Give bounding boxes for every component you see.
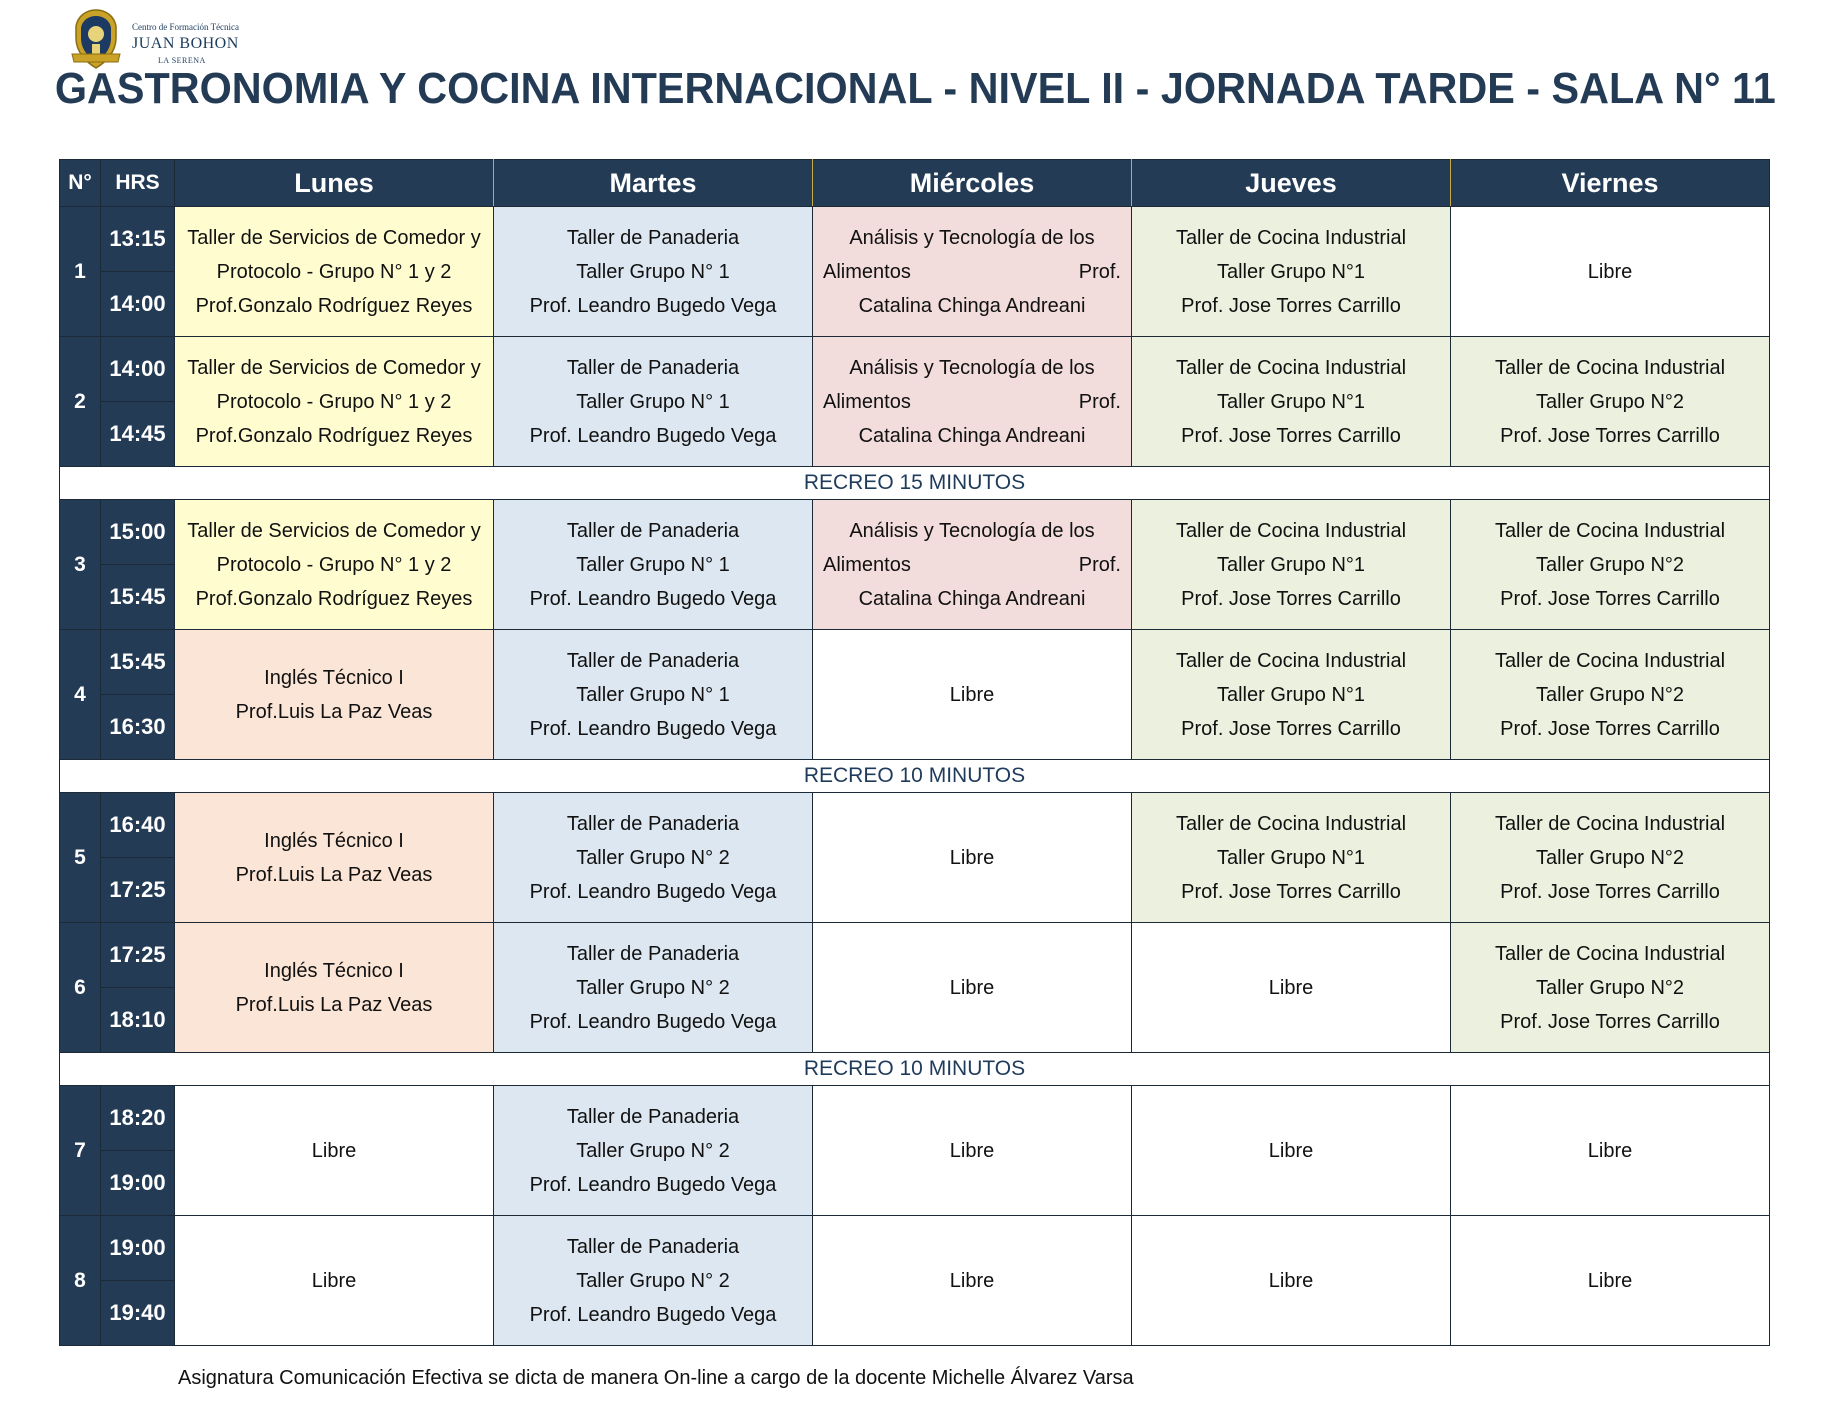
course-name: Taller de Cocina Industrial (1175, 226, 1407, 249)
cell-lunes (175, 923, 494, 1053)
course-name: Análisis y Tecnología de los (849, 519, 1095, 542)
course-name: Inglés Técnico I (264, 666, 404, 689)
cell-jueves: Libre (1132, 1216, 1451, 1346)
teacher-prefix: Prof. (1078, 553, 1121, 576)
cell-lunes (175, 793, 494, 923)
cell-martes (494, 1216, 813, 1346)
start-time: 19:00 (101, 1216, 175, 1281)
table-row (60, 207, 1770, 272)
end-time: 18:10 (101, 988, 175, 1053)
cell-jueves (1132, 207, 1451, 337)
course-name: Taller de Cocina Industrial (1494, 812, 1726, 835)
cell-lunes (175, 500, 494, 630)
cell-miercoles (813, 337, 1132, 467)
teacher-name: Prof. Jose Torres Carrillo (1500, 1010, 1720, 1033)
teacher-name: Prof. Leandro Bugedo Vega (529, 880, 777, 903)
group-label: Taller Grupo N°2 (1535, 553, 1685, 576)
header-miercoles: Miércoles (813, 160, 1132, 207)
org-line-1: Centro de Formación Técnica (132, 22, 240, 32)
teacher-prefix: Prof. (1078, 260, 1121, 283)
cell-lunes (175, 207, 494, 337)
start-time: 18:20 (101, 1086, 175, 1151)
teacher-name: Prof. Jose Torres Carrillo (1500, 880, 1720, 903)
cell-martes (494, 337, 813, 467)
course-name: Taller de Panaderia (566, 519, 740, 542)
group-label: Protocolo - Grupo N° 1 y 2 (216, 390, 452, 413)
end-time: 19:40 (101, 1281, 175, 1346)
cell-lunes: Libre (175, 1086, 494, 1216)
teacher-name: Prof. Jose Torres Carrillo (1181, 587, 1401, 610)
cell-viernes (1451, 923, 1770, 1053)
course-name: Taller de Panaderia (566, 649, 740, 672)
cell-viernes: Libre (1451, 1216, 1770, 1346)
cell-viernes (1451, 500, 1770, 630)
cell-jueves (1132, 793, 1451, 923)
start-time: 13:15 (101, 207, 175, 272)
course-name: Taller de Cocina Industrial (1494, 519, 1726, 542)
end-time: 19:00 (101, 1151, 175, 1216)
block-number: 4 (60, 630, 101, 760)
header-martes: Martes (494, 160, 813, 207)
course-name: Análisis y Tecnología de los (849, 226, 1095, 249)
institution-logo (68, 8, 268, 72)
teacher-name: Prof. Leandro Bugedo Vega (529, 587, 777, 610)
cell-martes (494, 500, 813, 630)
teacher-name: Prof.Gonzalo Rodríguez Reyes (195, 587, 473, 610)
schedule-body (60, 207, 1770, 1346)
cell-miercoles: Libre (813, 793, 1132, 923)
school-crest-icon (68, 8, 124, 70)
group-label: Taller Grupo N° 1 (576, 683, 730, 706)
course-name: Taller de Cocina Industrial (1494, 649, 1726, 672)
cell-viernes: Libre (1451, 207, 1770, 337)
cell-lunes: Libre (175, 1216, 494, 1346)
group-label: Protocolo - Grupo N° 1 y 2 (216, 260, 452, 283)
course-name: Taller de Cocina Industrial (1175, 649, 1407, 672)
group-label: Taller Grupo N° 1 (576, 553, 730, 576)
group-label: Taller Grupo N°1 (1216, 553, 1366, 576)
block-number: 2 (60, 337, 101, 467)
cell-martes (494, 923, 813, 1053)
cell-viernes (1451, 793, 1770, 923)
group-label: Taller Grupo N° 2 (576, 976, 730, 999)
teacher-name: Prof. Jose Torres Carrillo (1500, 424, 1720, 447)
teacher-name: Prof. Leandro Bugedo Vega (529, 717, 777, 740)
teacher-name: Prof. Jose Torres Carrillo (1500, 717, 1720, 740)
cell-martes (494, 793, 813, 923)
teacher-name: Catalina Chinga Andreani (858, 587, 1086, 610)
cell-jueves (1132, 630, 1451, 760)
break-row (60, 467, 1770, 500)
cell-lunes (175, 337, 494, 467)
table-header-row (60, 160, 1770, 207)
teacher-name: Catalina Chinga Andreani (858, 424, 1086, 447)
cell-viernes: Libre (1451, 1086, 1770, 1216)
course-name: Taller de Servicios de Comedor y (187, 356, 481, 379)
cell-miercoles: Libre (813, 630, 1132, 760)
end-time: 14:00 (101, 272, 175, 337)
cell-jueves: Libre (1132, 923, 1451, 1053)
table-row (60, 1086, 1770, 1151)
footer-note: Asignatura Comunicación Efectiva se dicta de manera On-line a cargo de la docente Michelle Álvarez Varsa (178, 1367, 1134, 1389)
start-time: 14:00 (101, 337, 175, 402)
cell-martes (494, 207, 813, 337)
group-label: Taller Grupo N° 1 (576, 390, 730, 413)
header-viernes: Viernes (1451, 160, 1770, 207)
course-name: Taller de Panaderia (566, 226, 740, 249)
course-name-cont: Alimentos (823, 260, 911, 283)
org-line-3: LA SERENA (158, 56, 206, 65)
page-header (0, 0, 1829, 160)
block-number: 6 (60, 923, 101, 1053)
course-line-split (813, 255, 1131, 289)
header-jueves: Jueves (1132, 160, 1451, 207)
course-line-split (813, 385, 1131, 419)
teacher-name: Catalina Chinga Andreani (858, 294, 1086, 317)
cell-miercoles (813, 207, 1132, 337)
course-name: Taller de Cocina Industrial (1175, 356, 1407, 379)
block-number: 1 (60, 207, 101, 337)
group-label: Taller Grupo N°1 (1216, 846, 1366, 869)
cell-miercoles: Libre (813, 923, 1132, 1053)
block-number: 8 (60, 1216, 101, 1346)
teacher-name: Prof.Luis La Paz Veas (235, 863, 433, 886)
break-label: RECREO 10 MINUTOS (60, 1053, 1770, 1086)
teacher-name: Prof.Luis La Paz Veas (235, 993, 433, 1016)
header-hrs: HRS (101, 160, 175, 207)
course-name: Taller de Panaderia (566, 1105, 740, 1128)
group-label: Taller Grupo N°1 (1216, 260, 1366, 283)
header-num: N° (60, 160, 101, 207)
break-label: RECREO 10 MINUTOS (60, 760, 1770, 793)
cell-martes (494, 1086, 813, 1216)
course-name: Taller de Panaderia (566, 356, 740, 379)
teacher-prefix: Prof. (1078, 390, 1121, 413)
course-name: Taller de Servicios de Comedor y (187, 519, 481, 542)
teacher-name: Prof.Luis La Paz Veas (235, 700, 433, 723)
end-time: 15:45 (101, 565, 175, 630)
course-name: Taller de Panaderia (566, 942, 740, 965)
break-row (60, 760, 1770, 793)
cell-viernes (1451, 337, 1770, 467)
header-lunes: Lunes (175, 160, 494, 207)
start-time: 17:25 (101, 923, 175, 988)
course-name: Taller de Cocina Industrial (1175, 812, 1407, 835)
course-name-cont: Alimentos (823, 390, 911, 413)
cell-jueves (1132, 337, 1451, 467)
group-label: Taller Grupo N° 2 (576, 846, 730, 869)
page-title: GASTRONOMIA Y COCINA INTERNACIONAL - NIVEL II - JORNADA TARDE - SALA N° 11 (54, 64, 1776, 113)
cell-miercoles: Libre (813, 1216, 1132, 1346)
group-label: Taller Grupo N°2 (1535, 390, 1685, 413)
end-time: 16:30 (101, 695, 175, 760)
teacher-name: Prof.Gonzalo Rodríguez Reyes (195, 294, 473, 317)
course-name: Taller de Cocina Industrial (1175, 519, 1407, 542)
course-name: Taller de Cocina Industrial (1494, 356, 1726, 379)
group-label: Taller Grupo N°2 (1535, 683, 1685, 706)
block-number: 3 (60, 500, 101, 630)
course-name: Análisis y Tecnología de los (849, 356, 1095, 379)
course-name: Inglés Técnico I (264, 959, 404, 982)
teacher-name: Prof. Leandro Bugedo Vega (529, 1010, 777, 1033)
cell-martes (494, 630, 813, 760)
cell-viernes (1451, 630, 1770, 760)
course-name: Taller de Panaderia (566, 1235, 740, 1258)
block-number: 7 (60, 1086, 101, 1216)
teacher-name: Prof. Jose Torres Carrillo (1181, 294, 1401, 317)
table-row (60, 500, 1770, 565)
break-label: RECREO 15 MINUTOS (60, 467, 1770, 500)
break-row (60, 1053, 1770, 1086)
table-row (60, 793, 1770, 858)
group-label: Taller Grupo N° 1 (576, 260, 730, 283)
teacher-name: Prof. Jose Torres Carrillo (1500, 587, 1720, 610)
table-row (60, 923, 1770, 988)
teacher-name: Prof. Leandro Bugedo Vega (529, 424, 777, 447)
cell-jueves: Libre (1132, 1086, 1451, 1216)
teacher-name: Prof.Gonzalo Rodríguez Reyes (195, 424, 473, 447)
teacher-name: Prof. Leandro Bugedo Vega (529, 1173, 777, 1196)
course-name-cont: Alimentos (823, 553, 911, 576)
course-name: Taller de Panaderia (566, 812, 740, 835)
cell-miercoles (813, 500, 1132, 630)
group-label: Taller Grupo N° 2 (576, 1269, 730, 1292)
end-time: 17:25 (101, 858, 175, 923)
table-row (60, 630, 1770, 695)
group-label: Taller Grupo N° 2 (576, 1139, 730, 1162)
org-line-2: JUAN BOHON (132, 35, 239, 52)
start-time: 15:45 (101, 630, 175, 695)
cell-jueves (1132, 500, 1451, 630)
schedule-table (59, 159, 1770, 1346)
teacher-name: Prof. Jose Torres Carrillo (1181, 424, 1401, 447)
course-name: Inglés Técnico I (264, 829, 404, 852)
start-time: 16:40 (101, 793, 175, 858)
block-number: 5 (60, 793, 101, 923)
teacher-name: Prof. Jose Torres Carrillo (1181, 880, 1401, 903)
start-time: 15:00 (101, 500, 175, 565)
group-label: Taller Grupo N°2 (1535, 846, 1685, 869)
group-label: Protocolo - Grupo N° 1 y 2 (216, 553, 452, 576)
group-label: Taller Grupo N°2 (1535, 976, 1685, 999)
course-line-split (813, 548, 1131, 582)
table-row (60, 337, 1770, 402)
teacher-name: Prof. Leandro Bugedo Vega (529, 1303, 777, 1326)
teacher-name: Prof. Leandro Bugedo Vega (529, 294, 777, 317)
course-name: Taller de Servicios de Comedor y (187, 226, 481, 249)
teacher-name: Prof. Jose Torres Carrillo (1181, 717, 1401, 740)
cell-lunes (175, 630, 494, 760)
end-time: 14:45 (101, 402, 175, 467)
table-row (60, 1216, 1770, 1281)
group-label: Taller Grupo N°1 (1216, 683, 1366, 706)
group-label: Taller Grupo N°1 (1216, 390, 1366, 413)
cell-miercoles: Libre (813, 1086, 1132, 1216)
course-name: Taller de Cocina Industrial (1494, 942, 1726, 965)
